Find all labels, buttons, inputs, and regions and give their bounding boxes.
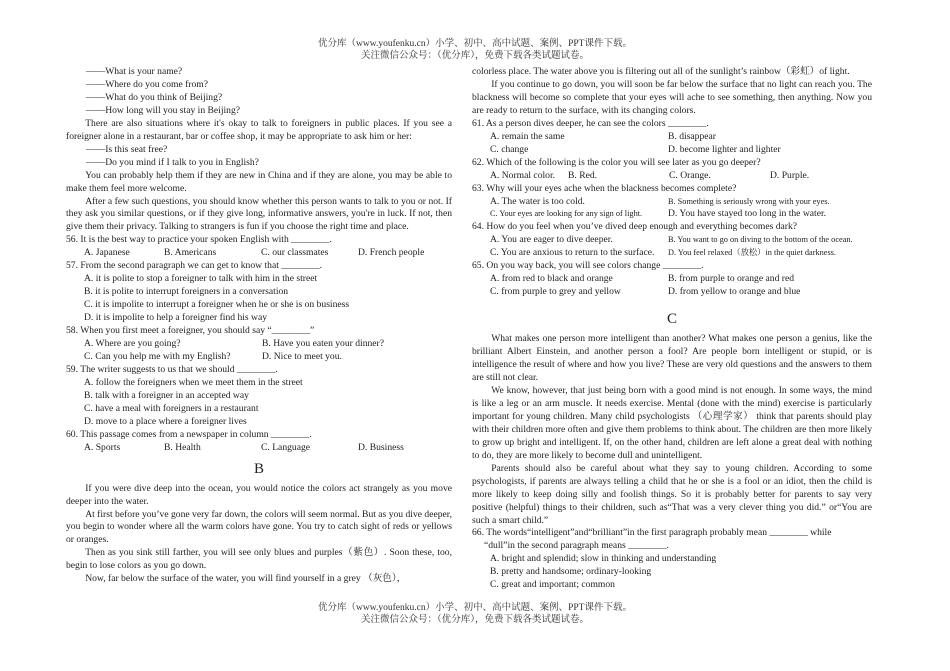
question-65: 65. On you way back, you will see colors change ________. — [472, 260, 704, 272]
question-61-options — [472, 131, 872, 157]
paragraph: colorless place. The water above you is filtering out all of the sunlight’s rainbow（彩虹）of light. — [472, 66, 850, 77]
question-56: 56. It is the best way to practice your spoken English with ________. — [66, 234, 332, 246]
option: D. move to a place where a foreigner lives — [84, 415, 247, 427]
paragraph: You can probably help them if they are new in China and if they are alone, you may be able to make them feel more welcome. — [66, 169, 452, 194]
dialogue-line: ——What do you think of Beijing? — [86, 91, 223, 103]
option: D. become lighter and lighter — [668, 143, 781, 155]
dialogue-line: ——What is your name? — [86, 66, 183, 77]
option: C. from purple to grey and yellow — [490, 286, 621, 298]
paragraph: Now, far below the surface of the water, you will find yourself in a grey （灰色）， — [85, 573, 407, 585]
option: C. Can you help me with my English? — [84, 350, 231, 362]
question-65-options — [472, 273, 872, 299]
option: D. from yellow to orange and blue — [668, 286, 801, 298]
option: B. Something is seriously wrong with your eyes. — [668, 196, 830, 206]
option: C. great and important; common — [490, 579, 615, 591]
option: D. Purple. — [770, 169, 810, 181]
question-63-options — [472, 196, 872, 222]
option: C. Orange. — [669, 169, 711, 181]
question-61: 61. As a person dives deeper, he can see the colors ________. — [472, 117, 709, 129]
option: B. it is polite to interrupt foreigners in a conversation — [84, 286, 289, 298]
question-60-options — [66, 442, 452, 455]
option: B. Health — [164, 441, 201, 453]
dialogue-line: ——Do you mind if I talk to you in English? — [86, 156, 259, 168]
question-63: 63. Why will your eyes ache when the blackness becomes complete? — [472, 182, 737, 194]
option: A. from red to black and orange — [490, 273, 613, 285]
option: A. follow the foreigners when we meet them in the street — [84, 376, 303, 388]
question-58-options — [66, 338, 452, 364]
option: C. You are anxious to return to the surface. — [490, 247, 655, 259]
section-c-heading: C — [666, 311, 677, 328]
page-footer — [0, 602, 950, 626]
option: C. have a meal with foreigners in a restaurant — [84, 402, 259, 414]
paragraph: There are also situations where it's okay to talk to foreigners in public places. If you see a foreigner alone in a restaurant, bar or coffee shop, it may be appropriate to ask him or her: — [66, 117, 452, 142]
option: C. Language — [261, 441, 311, 453]
dialogue-line: ——How long will you stay in Beijing? — [86, 104, 241, 116]
question-60: 60. This passage comes from a newspaper in column ________. — [66, 428, 312, 440]
option: C. Your eyes are looking for any sign of light. — [490, 209, 643, 219]
paragraph: We know, however, that just being born with a good mind is not enough. In some ways, the mind is like a leg or an arm muscle. It needs exercise. Mental (done with the mind) exercise is particularly important for young children. Many child psychologists （心理学家） think that parents should play with their children more often and give them problems to think about. The children are then more likely to grow up bright and intelligent. If, on the other hand, children are left alone a great deal with nothing to do, they are more likely to become dull and unintelligent. — [472, 384, 872, 461]
right-column — [472, 66, 872, 592]
question-64-options — [472, 234, 872, 260]
header-line-1: 优分库（www.youfenku.cn）小学、初中、高中试题、案例、PPT课件下载。 — [318, 39, 632, 49]
option: D. French people — [358, 247, 425, 259]
question-57: 57. From the second paragraph we can get to know that ________. — [66, 260, 323, 272]
question-62-options — [472, 170, 872, 183]
dialogue-line: ——Is this seat free? — [86, 143, 168, 155]
option: A. The water is too cold. — [490, 195, 585, 207]
option: C. change — [490, 143, 529, 155]
footer-line-1: 优分库（www.youfenku.cn）小学、初中、高中试题、案例、PPT课件下载。 — [318, 603, 632, 613]
option: B. disappear — [668, 130, 716, 142]
option: A. Normal color. — [490, 169, 556, 181]
paragraph: After a few such questions, you should know whether this person wants to talk to you or not. If they ask you similar questions, or if they give long, informative answers, you're in luck. If not, then give them their privacy. Talking to strangers is fun if you choose the right time and place. — [66, 195, 452, 233]
dialogue-line: ——Where do you come from? — [86, 78, 209, 90]
option: B. Americans — [164, 247, 217, 259]
paragraph: Then as you sink still farther, you will see only blues and purples（紫色）. Soon these, too, begin to lose colors as you go down. — [66, 547, 452, 572]
paragraph: What makes one person more intelligent than another? What makes one person a genius, like the brilliant Albert Einstein, and another person a fool? Are people born intelligent or stupid, or is intelligence the result of where and how you live? These are very old questions and the answers to them are still not clear. — [472, 333, 872, 384]
page-header — [0, 38, 950, 62]
question-64: 64. How do you feel when you’ve dived deep enough and everything becomes dark? — [472, 221, 798, 233]
paragraph: Parents should also be careful about what they say to young children. According to some psychologists, if parents are always telling a child that he or she is a fool or an idiot, then the child is more likely to keep doing silly and foolish things. So it is probably better for parents to say very positive (helpful) things to their children, such as“That was a very clever thing you did.” or“You are such a smart child.” — [472, 462, 872, 526]
option: A. bright and splendid; slow in thinking and understanding — [490, 553, 717, 565]
question-62: 62. Which of the following is the color you will see later as you go deeper? — [472, 156, 761, 168]
option: A. You are eager to dive deeper. — [490, 234, 613, 246]
paragraph: At first before you’ve gone very far down, the colors will seem normal. But as you dive deeper, you begin to wonder where all the warm colors have gone. You try to catch sight of reds or yellows or oranges. — [66, 508, 452, 546]
option: B. pretty and handsome; ordinary-looking — [490, 566, 652, 578]
question-66-continued: “dull”in the second paragraph means ________. — [484, 540, 669, 552]
option: B. You want to go on diving to the bottom of the ocean. — [668, 235, 853, 245]
option: B. from purple to orange and red — [668, 273, 795, 285]
option: B. talk with a foreigner in an accepted way — [84, 389, 249, 401]
option: A. it is polite to stop a foreigner to talk with him in the street — [84, 273, 318, 285]
option: B. Red. — [568, 169, 598, 181]
option: D. it is impolite to help a foreigner find his way — [84, 312, 268, 324]
left-column — [66, 66, 452, 586]
option: D. Nice to meet you. — [262, 350, 342, 362]
question-66: 66. The words“intelligent”and“brilliant”in the first paragraph probably mean ________ while — [472, 527, 832, 539]
section-b-heading: B — [253, 460, 264, 477]
question-58: 58. When you first meet a foreigner, you should say “________” — [66, 325, 315, 337]
footer-line-2: 关注微信公众号：（优分库），免费下载各类试题试卷。 — [360, 615, 589, 625]
option: A. Sports — [84, 441, 121, 453]
question-59: 59. The writer suggests to us that we should ________. — [66, 363, 278, 375]
option: D. Business — [358, 441, 404, 453]
option: B. Have you eaten your dinner? — [262, 338, 385, 350]
paragraph: If you continue to go down, you will soon be far below the surface that no light can reach you. The blackness will become so complete that your eyes will ache to see something, then anything. Now you are ready to return to the surface, with its changing colors. — [472, 78, 872, 116]
paragraph: If you were dive deep into the ocean, you would notice the colors act strangely as you move deeper into the water. — [66, 482, 452, 507]
option: C. it is impolite to interrupt a foreigner when he or she is on business — [84, 299, 350, 311]
question-56-options — [66, 247, 452, 260]
option: D. You feel relaxed（放松）in the quiet darkness. — [668, 248, 836, 258]
option: A. remain the same — [490, 130, 565, 142]
option: A. Japanese — [84, 247, 130, 259]
option: D. You have stayed too long in the water. — [668, 208, 827, 220]
option: A. Where are you going? — [84, 338, 181, 350]
option: C. our classmates — [261, 247, 329, 259]
header-line-2: 关注微信公众号：（优分库），免费下载各类试题试卷。 — [360, 51, 589, 61]
